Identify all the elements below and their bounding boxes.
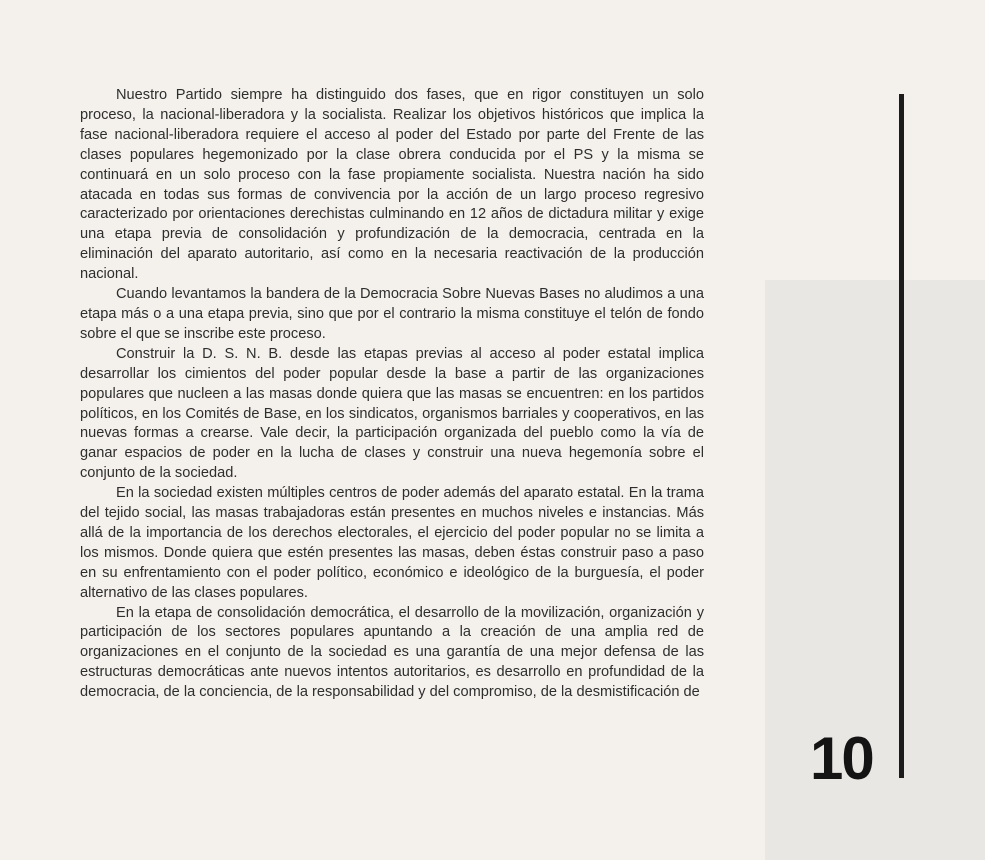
vertical-rule [899, 94, 904, 778]
body-text [80, 86, 704, 703]
background-panel [765, 280, 985, 860]
paragraph-1: Nuestro Partido siempre ha distinguido dos fases, que en rigor constituyen un solo proceso, la nacional-liberadora y la socialista. Realizar los objetivos históricos que implica la fase nacional-liberadora requiere el acceso al poder del Estado por parte del Frente de las clases populares hegemonizado por la clase obrera conducida por el PS y la misma se continuará en un solo proceso con la fase propiamente socialista. Nuestra nación ha sido atacada en todas sus formas de convivencia por la acción de un largo proceso regresivo caracterizado por orientaciones derechistas culminando en 12 años de dictadura militar y exige una etapa previa de consolidación y profundización de la democracia, centrada en la eliminación del aparato autoritario, así como en la necesaria reactivación de la producción nacional. [80, 87, 704, 283]
paragraph-4: En la sociedad existen múltiples centros de poder además del aparato estatal. En la trama del tejido social, las masas trabajadoras están presentes en muchos niveles e instancias. Más allá de la importancia de los derechos electorales, el ejercicio del poder popular no se limita a los mismos. Donde quiera que estén presentes las masas, deben éstas construir paso a paso en su enfrentamiento con el poder político, económico e ideológico de la burguesía, el poder alternativo de las clases populares. [80, 485, 704, 601]
paragraph-5: En la etapa de consolidación democrática, el desarrollo de la movilización, organización y participación de los sectores populares apuntando a la creación de una amplia red de organizaciones en el conjunto de la sociedad es una garantía de una mejor defensa de las estructuras democráticas ante nuevos intentos autoritarios, es desarrollo en profundidad de la democracia, de la conciencia, de la responsabilidad y del compromiso, de la desmistificación de [80, 604, 704, 701]
paragraph-2: Cuando levantamos la bandera de la Democracia Sobre Nuevas Bases no aludimos a una etapa más o a una etapa previa, sino que por el contrario la misma constituye el telón de fondo sobre el que se inscribe este proceso. [80, 286, 704, 342]
page-number: 10 [810, 725, 873, 792]
paragraph-3: Construir la D. S. N. B. desde las etapas previas al acceso al poder estatal implica desarrollar los cimientos del poder popular desde la base a partir de las organizaciones populares que nucleen a las masas donde quiera que las masas se encuentren: en los partidos políticos, en los Comités de Base, en los sindicatos, organismos barriales y cooperativos, en las nuevas formas a crearse. Vale decir, la participación organizada del pueblo como la vía de ganar espacios de poder en la lucha de clases y construir una nueva hegemonía sobre el conjunto de la sociedad. [80, 345, 704, 482]
